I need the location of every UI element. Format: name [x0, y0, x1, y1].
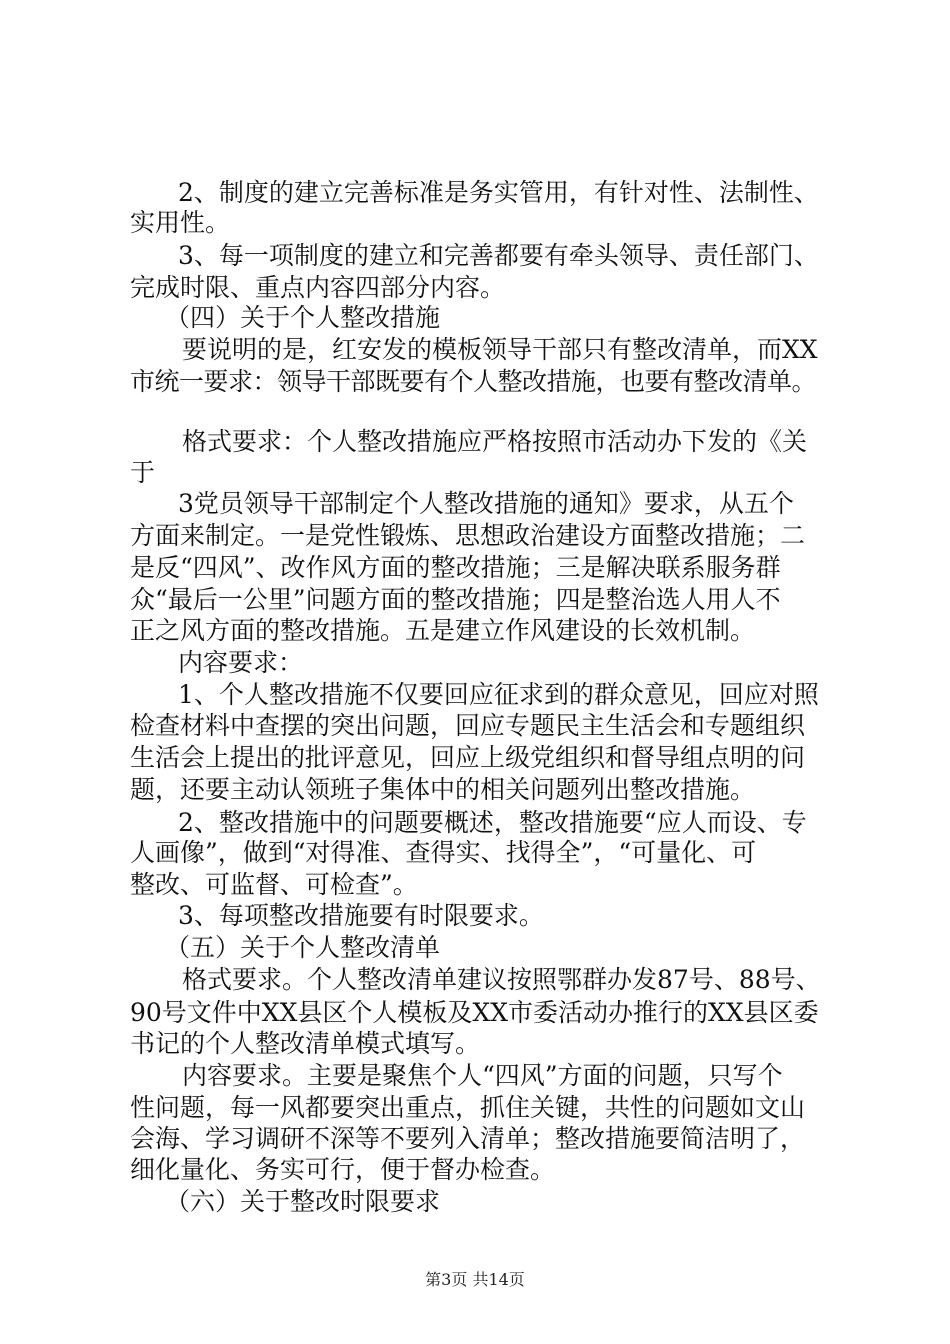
text-line: 检查材料中查摆的突出问题，回应专题民主生活会和专题组织	[130, 711, 806, 740]
text-line: 2、整改措施中的问题要概述，整改措施要“应人而设、专	[178, 808, 807, 837]
text-line: 众“最后一公里”问题方面的整改措施；四是整治选人用人不	[130, 585, 781, 614]
text-line: 整改、可监督、可检查”。	[130, 870, 418, 899]
text-line: 正之风方面的整改措施。五是建立作风建设的长效机制。	[130, 616, 756, 645]
text-line: 市统一要求：领导干部既要有个人整改措施，也要有整改清单。	[130, 367, 817, 396]
text-line: 实用性。	[130, 208, 231, 237]
text-line: 题，还要主动认领班子集体中的相关问题列出整改措施。	[130, 775, 756, 804]
text-line: 1、个人整改措施不仅要回应征求到的群众意见，回应对照	[178, 680, 819, 709]
text-line: 生活会上提出的批评意见，回应上级党组织和督导组点明的问	[130, 743, 806, 772]
section-heading: （六）关于整改时限要求	[165, 1187, 441, 1216]
text-line: 完成时限、重点内容四部分内容。	[130, 273, 506, 302]
text-line: 于	[130, 458, 156, 487]
text-line: 细化量化、务实可行，便于督办检查。	[130, 1155, 556, 1184]
text-line: 2、制度的建立完善标准是务实管用，有针对性、法制性、	[178, 178, 819, 207]
text-line: 格式要求：个人整改措施应严格按照市活动办下发的《关	[182, 427, 808, 456]
text-line: 会海、学习调研不深等不要列入清单；整改措施要简洁明了，	[130, 1124, 806, 1153]
text-line: 内容要求：	[178, 648, 304, 677]
text-line: 3、每项整改措施要有时限要求。	[178, 901, 544, 930]
text-line: 书记的个人整改清单模式填写。	[130, 1029, 481, 1058]
text-line: 3党员领导干部制定个人整改措施的通知》要求，从五个	[178, 489, 794, 518]
text-line: 3、每一项制度的建立和完善都要有牵头领导、责任部门、	[178, 241, 819, 270]
text-line: 要说明的是，红安发的模板领导干部只有整改清单，而XX	[182, 335, 818, 364]
text-line: 人画像”，做到“对得准、查得实、找得全”，“可量化、可	[130, 838, 757, 867]
text-line: 是反“四风”、改作风方面的整改措施；三是解决联系服务群	[130, 553, 781, 582]
text-line: 格式要求。个人整改清单建议按照鄂群办发87号、88号、	[182, 965, 821, 994]
page-number-footer: 第3页 共14页	[425, 1270, 525, 1289]
text-line: 90号文件中XX县区个人模板及XX市委活动办推行的XX县区委	[130, 998, 819, 1027]
text-line: 方面来制定。一是党性锻炼、思想政治建设方面整改措施；二	[130, 521, 806, 550]
section-heading: （五）关于个人整改清单	[165, 933, 441, 962]
text-line: 内容要求。主要是聚焦个人“四风”方面的问题，只写个	[182, 1061, 783, 1090]
text-line: 性问题，每一风都要突出重点，抓住关键，共性的问题如文山	[130, 1093, 806, 1122]
section-heading: （四）关于个人整改措施	[165, 303, 441, 332]
